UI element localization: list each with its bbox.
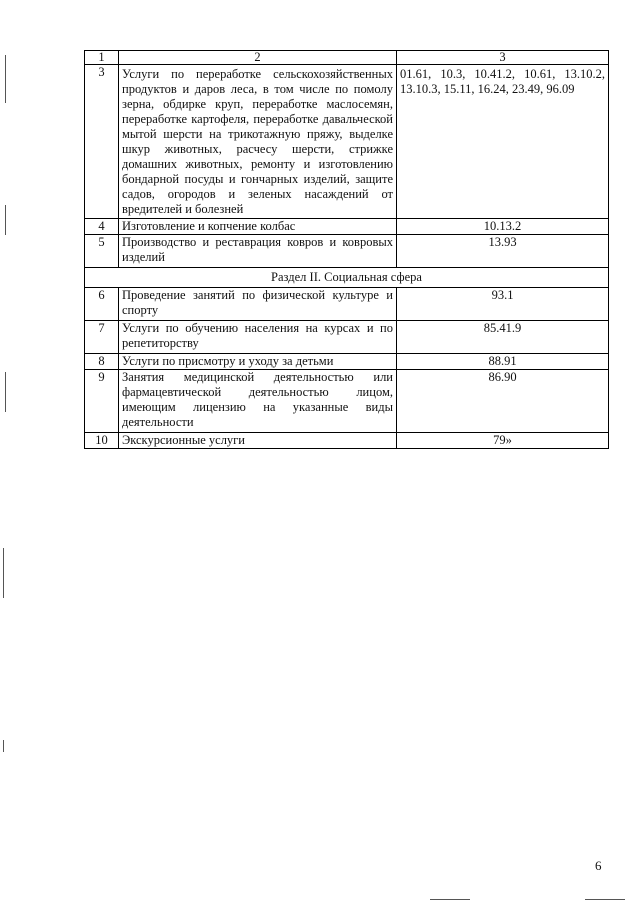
header-col-3: 3 xyxy=(397,51,609,65)
page-number: 6 xyxy=(595,858,602,873)
row-number: 5 xyxy=(85,235,119,268)
table-row xyxy=(85,288,609,321)
header-col-2: 2 xyxy=(119,51,397,65)
row-codes: 93.1 xyxy=(397,288,609,321)
row-number: 4 xyxy=(85,219,119,235)
scan-mark xyxy=(3,740,4,752)
table-row xyxy=(85,354,609,370)
scan-mark xyxy=(5,372,6,412)
table-row xyxy=(85,235,609,268)
scan-mark xyxy=(5,55,6,103)
table-row xyxy=(85,433,609,449)
scan-mark xyxy=(5,205,6,235)
section-title: Раздел II. Социальная сфера xyxy=(85,268,609,288)
row-number: 6 xyxy=(85,288,119,321)
scan-mark xyxy=(430,899,470,900)
table-row xyxy=(85,370,609,433)
table-row xyxy=(85,321,609,354)
row-codes: 79» xyxy=(397,433,609,449)
row-number: 7 xyxy=(85,321,119,354)
row-number: 8 xyxy=(85,354,119,370)
row-number: 9 xyxy=(85,370,119,433)
table-row xyxy=(85,219,609,235)
row-codes: 88.91 xyxy=(397,354,609,370)
row-number: 10 xyxy=(85,433,119,449)
row-description: Услуги по присмотру и уходу за детьми xyxy=(119,354,397,370)
row-codes: 86.90 xyxy=(397,370,609,433)
row-description: Проведение занятий по физической культуре и спорту xyxy=(119,288,397,321)
row-description: Экскурсионные услуги xyxy=(119,433,397,449)
row-codes: 01.61, 10.3, 10.41.2, 10.61, 13.10.2, 13.10.3, 15.11, 16.24, 23.49, 96.09 xyxy=(397,65,609,219)
row-description: Занятия медицинской деятельностью или фармацевтической деятельностью лицом, имеющим лицензию на указанные виды деятельности xyxy=(119,370,397,433)
services-table xyxy=(84,50,609,449)
section-row xyxy=(85,268,609,288)
row-description: Услуги по переработке сельскохозяйственных продуктов и даров леса, в том числе по помолу зерна, обдирке круп, переработке маслосемян, переработке картофеля, переработке давальческой мытой шерсти на трикотажную пряжу, выделке шкур животных, расчесу шерсти, стрижке домашних животных, ремонту и изготовлению бондарной посуды и гончарных изделий, защите садов, огородов и зеленых насаждений от вредителей и болезней xyxy=(119,65,397,219)
row-number: 3 xyxy=(85,65,119,219)
header-col-1: 1 xyxy=(85,51,119,65)
scan-mark xyxy=(3,548,4,598)
table-header-row xyxy=(85,51,609,65)
row-description: Услуги по обучению населения на курсах и по репетиторству xyxy=(119,321,397,354)
row-codes: 85.41.9 xyxy=(397,321,609,354)
row-description: Изготовление и копчение колбас xyxy=(119,219,397,235)
row-description: Производство и реставрация ковров и ковровых изделий xyxy=(119,235,397,268)
row-codes: 10.13.2 xyxy=(397,219,609,235)
row-codes: 13.93 xyxy=(397,235,609,268)
scan-mark xyxy=(585,899,625,900)
table-row xyxy=(85,65,609,219)
